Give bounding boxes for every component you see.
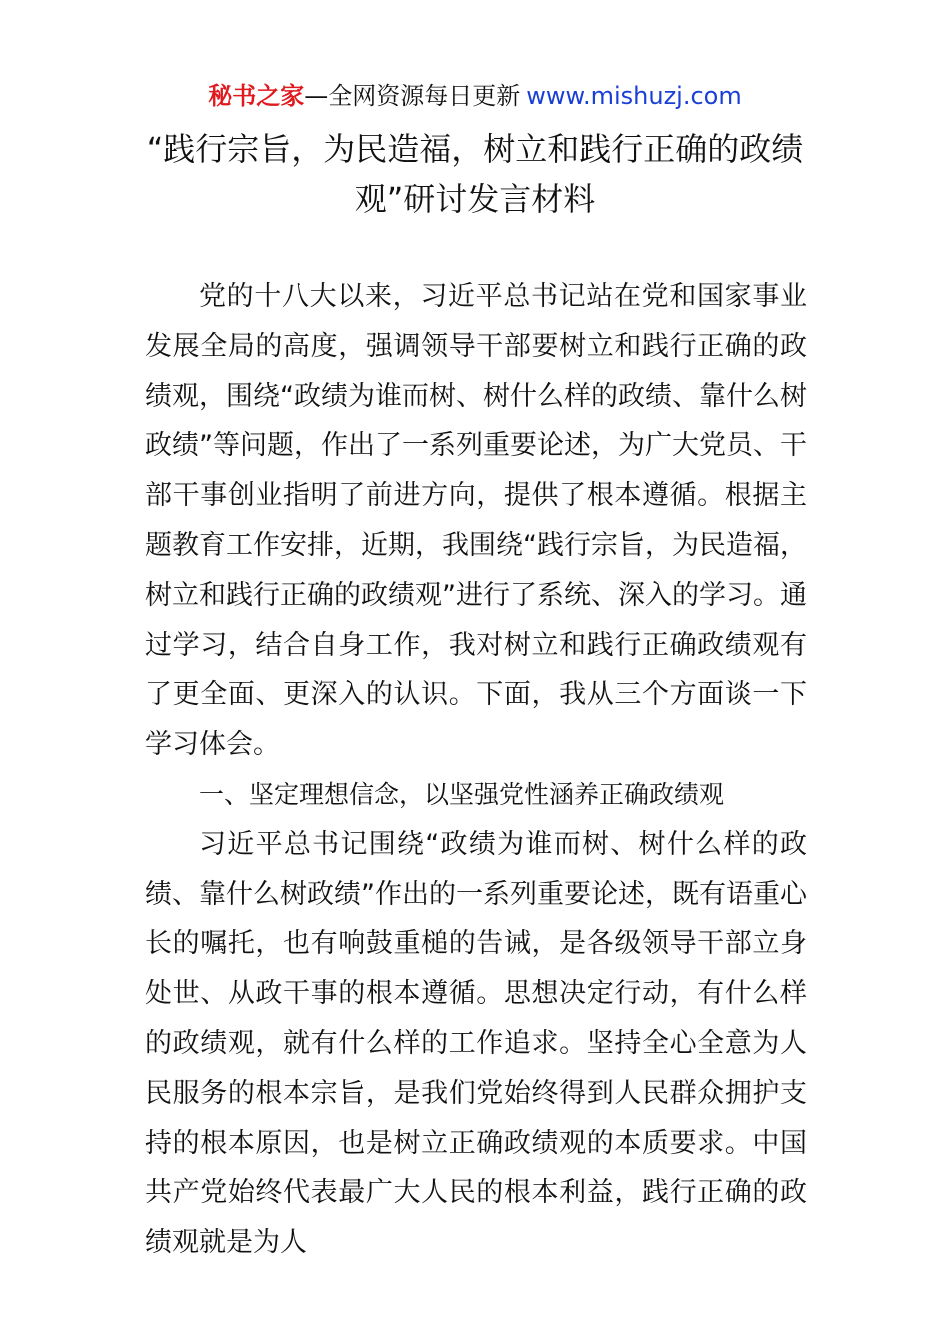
site-url-link[interactable]: www.mishuzj.com	[526, 82, 742, 110]
document-body	[145, 272, 807, 1268]
site-header	[0, 80, 950, 112]
intro-paragraph: 党的十八大以来，习近平总书记站在党和国家事业发展全局的高度，强调领导干部要树立和践行正确的政绩观，围绕“政绩为谁而树、树什么样的政绩、靠什么树政绩”等问题，作出了一系列重要论述，为广大党员、干部干事创业指明了前进方向，提供了根本遵循。根据主题教育工作安排，近期，我围绕“践行宗旨，为民造福，树立和践行正确的政绩观”进行了系统、深入的学习。通过学习，结合自身工作，我对树立和践行正确政绩观有了更全面、更深入的认识。下面，我从三个方面谈一下学习体会。	[145, 281, 807, 761]
site-tagline: —全网资源每日更新	[304, 82, 521, 110]
section-heading: 一、坚定理想信念，以坚强党性涵养正确政绩观	[199, 779, 725, 809]
section-paragraph: 习近平总书记围绕“政绩为谁而树、树什么样的政绩、靠什么树政绩”作出的一系列重要论述，既有语重心长的嘱托，也有响鼓重槌的告诫，是各级领导干部立身处世、从政干事的根本遵循。思想决定行动，有什么样的政绩观，就有什么样的工作追求。坚持全心全意为人民服务的根本宗旨，是我们党始终得到人民群众拥护支持的根本原因，也是树立正确政绩观的本质要求。中国共产党始终代表最广大人民的根本利益，践行正确的政绩观就是为人	[145, 828, 807, 1259]
document-title: “践行宗旨，为民造福，树立和践行正确的政绩观”研讨发言材料	[146, 130, 804, 218]
site-brand: 秘书之家	[208, 82, 305, 110]
